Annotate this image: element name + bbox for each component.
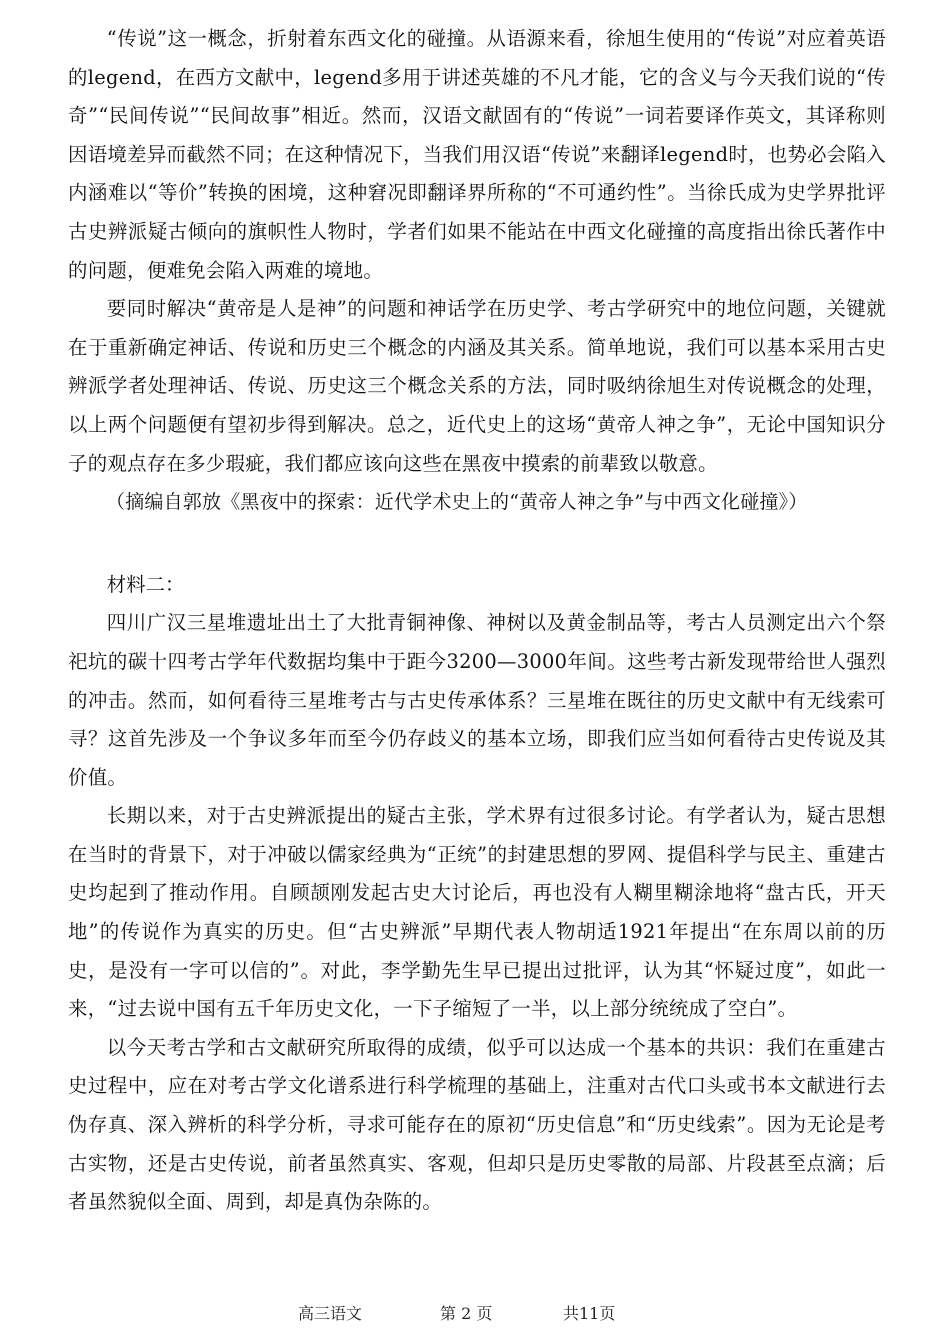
paragraph-legend-concept: “传说”这一概念，折射着东西文化的碰撞。从语源来看，徐旭生使用的“传说”对应着英语的legend，在西方文献中，legend多用于讲述英雄的不凡才能，它的含义与今天我们说的“传奇”“民间传说”“民间故事”相近。然而，汉语文献固有的“传说”一词若要译作英文，其译称则因语境差异而截然不同；在这种情况下，当我们用汉语“传说”来翻译legend时，也势必会陷入内涵难以“等价”转换的困境，这种窘况即翻译界所称的“不可通约性”。当徐氏成为史学界批评古史辨派疑古倾向的旗帜性人物时，学者们如果不能站在中西文化碰撞的高度指出徐氏著作中的问题，便难免会陷入两难的境地。 <box>68 27 886 282</box>
footer-total-pages: 共11页 <box>563 1304 616 1323</box>
footer-subject: 高三语文 <box>298 1304 363 1323</box>
section-spacer <box>68 522 886 566</box>
paragraph-doubting-antiquity: 长期以来，对于古史辨派提出的疑古主张，学术界有过很多讨论。有学者认为，疑古思想在当时的背景下，对于冲破以儒家经典为“正统”的封建思想的罗网、提倡科学与民主、重建古史均起到了推动作用。自顾颉刚发起古史大讨论后，再也没有人糊里糊涂地将“盘古氏，开天地”的传说作为真实的历史。但“古史辨派”早期代表人物胡适1921年提出“在东周以前的历史，是没有一字可以信的”。对此，李学勤先生早已提出过批评，认为其“怀疑过度”，如此一来，“过去说中国有五千年历史文化，一下子缩短了一半，以上部分统统成了空白”。 <box>68 804 886 1021</box>
source-citation: （摘编自郭放《黑夜中的探索：近代学术史上的“黄帝人神之争”与中西文化碰撞》） <box>106 491 808 514</box>
paragraph-consensus: 以今天考古学和古文献研究所取得的成绩，似乎可以达成一个基本的共识：我们在重建古史过程中，应在对考古学文化谱系进行科学梳理的基础上，注重对古代口头或书本文献进行去伪存真、深入辨析的科学分析，寻求可能存在的原初“历史信息”和“历史线索”。因为无论是考古实物，还是古史传说，前者虽然真实、客观，但却只是历史零散的局部、片段甚至点滴；后者虽然貌似全面、周到，却是真伪杂陈的。 <box>68 1035 886 1214</box>
material-two-label: 材料二： <box>106 572 185 596</box>
passage-body <box>68 20 886 1222</box>
footer-page-number: 第 2 页 <box>440 1304 493 1323</box>
paragraph-sanxingdui: 四川广汉三星堆遗址出土了大批青铜神像、神树以及黄金制品等，考古人员测定出六个祭祀坑的碳十四考古学年代数据均集中于距今3200—3000年间。这些考古新发现带给世人强烈的冲击。然而，如何看待三星堆考古与古史传承体系？三星堆在既往的历史文献中有无线索可寻？这首先涉及一个争议多年而至今仍存歧义的基本立场，即我们应当如何看待古史传说及其价值。 <box>68 611 886 789</box>
paragraph-solution: 要同时解决“黄帝是人是神”的问题和神话学在历史学、考古学研究中的地位问题，关键就在于重新确定神话、传说和历史三个概念的内涵及其关系。简单地说，我们可以基本采用古史辨派学者处理神话、传说、历史这三个概念关系的方法，同时吸纳徐旭生对传说概念的处理，以上两个问题便有望初步得到解决。总之，近代史上的这场“黄帝人神之争”，无论中国知识分子的观点存在多少瑕疵，我们都应该向这些在黑夜中摸索的前辈致以敬意。 <box>68 297 886 475</box>
